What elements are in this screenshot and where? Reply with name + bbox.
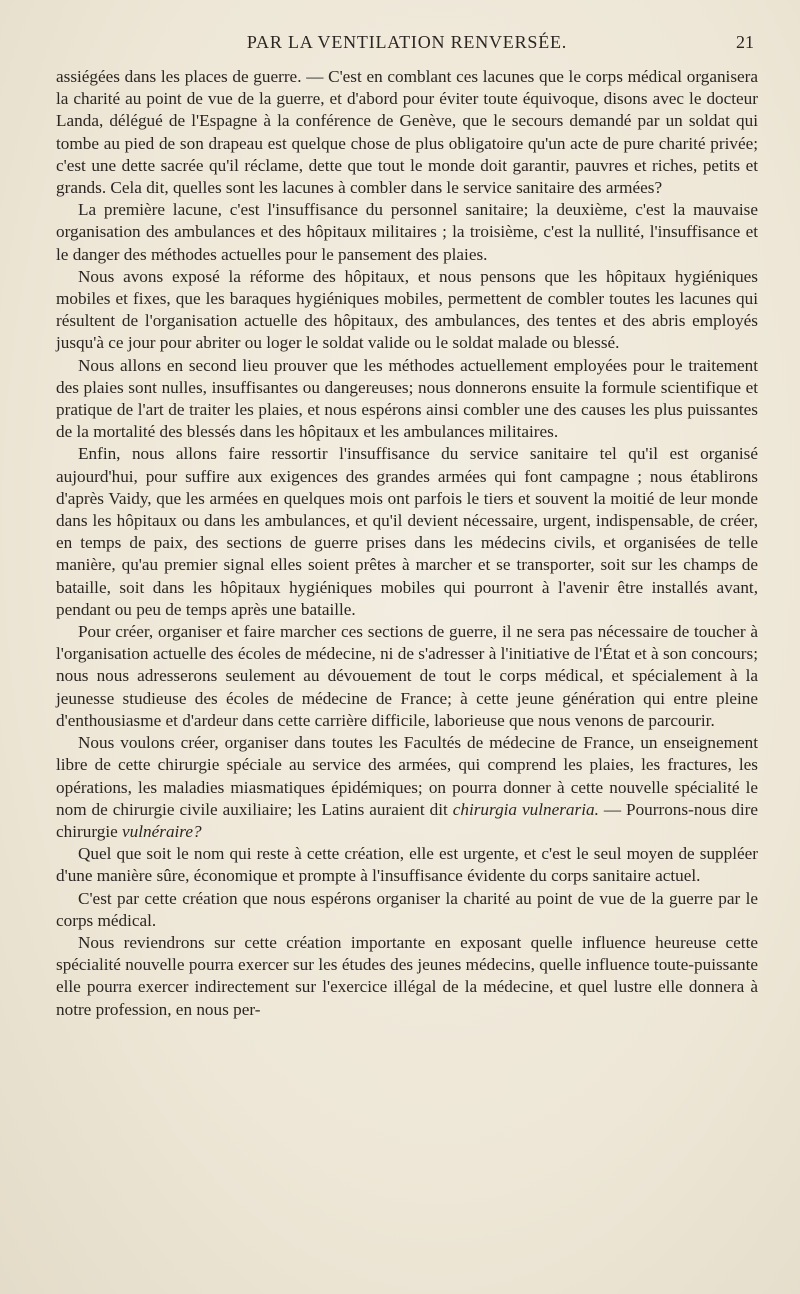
latin-term: chirurgia vulneraria. — [452, 799, 599, 819]
term-vulneraire: vulnéraire? — [122, 821, 202, 841]
paragraph-3: Nous avons exposé la réforme des hôpitaux, et nous pensons que les hôpitaux hygiéniques mobiles et fixes, que les baraques hygiéniques mobiles, permettent de combler toutes les lacunes qui résultent de l'organisation actuelle des hôpitaux, des ambulances, des tentes et des abris employés jusqu'à ce jour pour abriter ou loger le soldat valide ou le soldat malade ou blessé. — [56, 266, 758, 353]
paragraph-2: La première lacune, c'est l'insuffisance du personnel sanitaire; la deuxième, c'est la mauvaise organisation des ambulances et des hôpitaux militaires ; la troisième, c'est la nullité, l'insuffisance et le danger des méthodes actuelles pour le pansement des plaies. — [56, 200, 758, 264]
paragraph-10: Nous reviendrons sur cette création importante en exposant quelle influence heureuse cette spécialité nouvelle pourra exercer sur les études des jeunes médecins, quelle influence toute-puissante elle pourra exercer indirectement sur l'exercice illégal de la médecine, et quel lustre elle donnera à notre profession, en nous per- — [56, 932, 758, 1019]
paragraph-6: Pour créer, organiser et faire marcher ces sections de guerre, il ne sera pas nécessaire de toucher à l'organisation actuelle des écoles de médecine, ni de s'adresser à l'initiative de l'État et à son concours; nous nous adresserons seulement au dévouement de tout le corps médical, et spécialement à la jeunesse studieuse des écoles de médecine de France; à cette jeune génération qui entre pleine d'enthousiasme et d'ardeur dans cette carrière difficile, laborieuse que nous venons de parcourir. — [56, 622, 758, 730]
paragraph-9: C'est par cette création que nous espérons organiser la charité au point de vue de la guerre par le corps médical. — [56, 888, 758, 930]
page-number: 21 — [736, 32, 754, 52]
paragraph-5: Enfin, nous allons faire ressortir l'insuffisance du service sanitaire tel qu'il est organisé aujourd'hui, pour suffire aux exigences des grandes armées qui font campagne ; nous établirons d'après Vaidy, que les armées en quelques mois ont parfois le tiers et souvent la moitié de leur monde dans les hôpitaux ou dans les ambulances, et qu'il devient nécessaire, urgent, indispensable, de créer, en temps de paix, des sections de guerre prises dans les médecins civils, et organisées de telle manière, qu'au premier signal elles soient prêtes à marcher et se transporter, soit sur les champs de bataille, soit dans les hôpitaux hygiéniques mobiles qui pourront à l'avenir être installés avant, pendant ou peu de temps après une bataille. — [56, 444, 758, 619]
paragraph-7 — [56, 732, 758, 843]
paragraph-7-text-middle: — Pourrons-nous dire chirurgie — [56, 799, 758, 841]
paragraph-4: Nous allons en second lieu prouver que les méthodes actuellement employées pour le traitement des plaies sont nulles, insuffisantes ou dangereuses; nous donnerons ensuite la formule scientifique et pratique de l'art de traiter les plaies, et nous espérons ainsi combler une des causes les plus puissantes de la mortalité des blessés dans les hôpitaux et les ambulances militaires. — [56, 355, 758, 442]
paragraph-8: Quel que soit le nom qui reste à cette création, elle est urgente, et c'est le seul moyen de suppléer d'une manière sûre, économique et prompte à l'insuffisance évidente du corps sanitaire actuel. — [56, 844, 758, 886]
page-header — [56, 32, 758, 58]
paragraph-1: assiégées dans les places de guerre. — C'est en comblant ces lacunes que le corps médical organisera la charité au point de vue de la guerre, et d'abord pour éviter toute équivoque, disons avec le docteur Landa, délégué de l'Espagne à la conférence de Genève, que le secours demandé par un soldat qui tombe au pied de son drapeau est quelque chose de plus obligatoire qu'un acte de pure charité privée; c'est une dette sacrée qu'il réclame, dette que tout le monde doit garantir, pauvres et riches, petits et grands. Cela dit, quelles sont les lacunes à combler dans le service sanitaire des armées? — [56, 67, 758, 198]
paragraph-7-text-before: Nous voulons créer, organiser dans toutes les Facultés de médecine de France, un enseignement libre de cette chirurgie spéciale au service des armées, qui comprend les plaies, les fractures, les opérations, les maladies miasmatiques épidémiques; on pourra donner à cette nouvelle spécialité le nom de chirurgie civile auxiliaire; les Latins auraient dit — [56, 733, 758, 819]
body-text — [56, 66, 758, 1021]
running-head: PAR LA VENTILATION RENVERSÉE. — [246, 32, 568, 52]
